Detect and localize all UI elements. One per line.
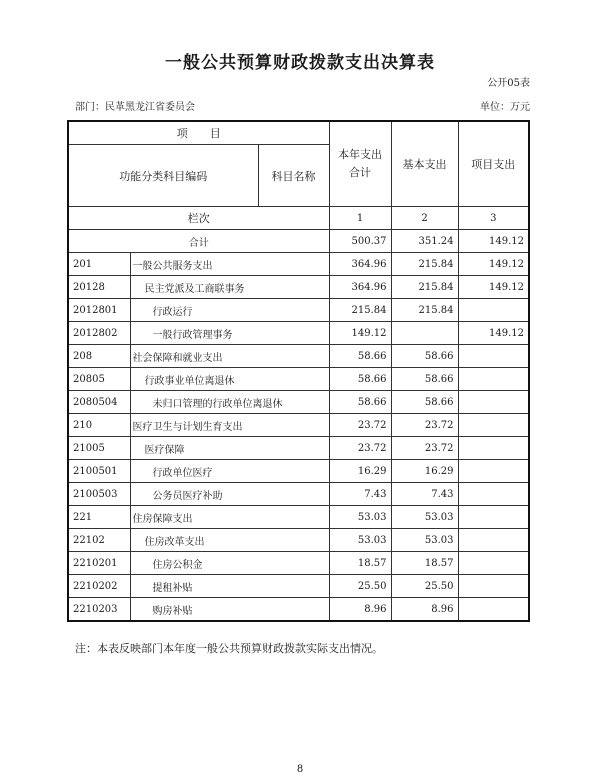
table-row [68, 230, 529, 253]
total-value: 58.66 [329, 345, 391, 368]
total-value: 364.96 [329, 276, 391, 299]
subject-name: 住房公积金 [130, 552, 329, 575]
total-value: 8.96 [329, 598, 391, 622]
total-value: 18.57 [329, 552, 391, 575]
subject-name: 行政单位医疗 [130, 460, 329, 483]
basic-value: 215.84 [391, 299, 458, 322]
project-value [458, 368, 529, 391]
basic-value: 16.29 [391, 460, 458, 483]
subject-code: 20128 [68, 276, 130, 299]
table-row [68, 460, 529, 483]
table-row [68, 598, 529, 622]
table-row [68, 391, 529, 414]
project-value [458, 391, 529, 414]
subject-name: 行政事业单位离退休 [130, 368, 329, 391]
project-value: 149.12 [458, 322, 529, 345]
project-value [458, 506, 529, 529]
total-value: 23.72 [329, 437, 391, 460]
subject-name: 一般行政管理事务 [130, 322, 329, 345]
subject-name: 社会保障和就业支出 [130, 345, 329, 368]
table-code: 公开05表 [487, 78, 530, 89]
subject-code: 2210202 [68, 575, 130, 598]
project-value [458, 529, 529, 552]
expenditure-table [67, 120, 530, 622]
project-value: 149.12 [458, 253, 529, 276]
basic-value: 215.84 [391, 253, 458, 276]
table-row [68, 276, 529, 299]
subject-code: 208 [68, 345, 130, 368]
project-value: 149.12 [458, 276, 529, 299]
column-index: 2 [391, 207, 458, 230]
total-value: 25.50 [329, 575, 391, 598]
department-label: 部门：民革黑龙江省委员会 [75, 102, 195, 113]
unit-label: 单位：万元 [480, 102, 530, 113]
subject-name: 住房保障支出 [130, 506, 329, 529]
project-value [458, 345, 529, 368]
basic-value: 23.72 [391, 414, 458, 437]
header-basic: 基本支出 [391, 121, 458, 207]
subject-name: 公务员医疗补助 [130, 483, 329, 506]
table-row [68, 529, 529, 552]
subject-name: 医疗卫生与计划生育支出 [130, 414, 329, 437]
subject-code: 201 [68, 253, 130, 276]
table-row [68, 299, 529, 322]
subject-name: 民主党派及工商联事务 [130, 276, 329, 299]
basic-value: 18.57 [391, 552, 458, 575]
project-value: 149.12 [458, 230, 529, 253]
total-value: 53.03 [329, 506, 391, 529]
subject-code: 210 [68, 414, 130, 437]
basic-value: 23.72 [391, 437, 458, 460]
table-row [68, 552, 529, 575]
subject-code: 2012802 [68, 322, 130, 345]
subject-code: 21005 [68, 437, 130, 460]
table-row [68, 253, 529, 276]
subject-code: 221 [68, 506, 130, 529]
basic-value: 8.96 [391, 598, 458, 622]
basic-value: 58.66 [391, 368, 458, 391]
basic-value: 25.50 [391, 575, 458, 598]
basic-value: 58.66 [391, 391, 458, 414]
header-name: 科目名称 [258, 145, 329, 207]
subject-name: 住房改革支出 [130, 529, 329, 552]
project-value [458, 552, 529, 575]
table-row [68, 437, 529, 460]
table-row [68, 368, 529, 391]
total-value: 23.72 [329, 414, 391, 437]
project-value [458, 598, 529, 622]
header-project: 项目支出 [458, 121, 529, 207]
total-value: 16.29 [329, 460, 391, 483]
page-title: 一般公共预算财政拨款支出决算表 [165, 53, 435, 73]
column-index: 1 [329, 207, 391, 230]
table-row [68, 483, 529, 506]
total-value: 58.66 [329, 391, 391, 414]
basic-value: 215.84 [391, 276, 458, 299]
header-code: 功能分类科目编码 [68, 145, 258, 207]
header-item: 项 目 [68, 121, 329, 145]
footnote: 注：本表反映部门本年度一般公共预算财政拨款实际支出情况。 [75, 642, 383, 655]
subject-code: 2100503 [68, 483, 130, 506]
subject-code: 2100501 [68, 460, 130, 483]
total-value: 215.84 [329, 299, 391, 322]
subject-name: 提租补贴 [130, 575, 329, 598]
header-row-label: 栏次 [68, 207, 329, 230]
subject-code: 2210201 [68, 552, 130, 575]
table-row [68, 322, 529, 345]
subject-code: 2012801 [68, 299, 130, 322]
basic-value: 7.43 [391, 483, 458, 506]
subject-code: 2210203 [68, 598, 130, 622]
page-number: 8 [296, 764, 304, 775]
table-row [68, 345, 529, 368]
subject-name: 购房补贴 [130, 598, 329, 622]
subject-name: 一般公共服务支出 [130, 253, 329, 276]
project-value [458, 414, 529, 437]
total-value: 7.43 [329, 483, 391, 506]
column-index: 3 [458, 207, 529, 230]
project-value [458, 575, 529, 598]
project-value [458, 460, 529, 483]
basic-value: 351.24 [391, 230, 458, 253]
total-value: 58.66 [329, 368, 391, 391]
project-value [458, 437, 529, 460]
subject-code: 20805 [68, 368, 130, 391]
project-value [458, 483, 529, 506]
total-label: 合计 [68, 230, 329, 253]
basic-value: 53.03 [391, 506, 458, 529]
table-row [68, 414, 529, 437]
total-value: 53.03 [329, 529, 391, 552]
subject-code: 2080504 [68, 391, 130, 414]
subject-code: 22102 [68, 529, 130, 552]
subject-name: 医疗保障 [130, 437, 329, 460]
subject-name: 行政运行 [130, 299, 329, 322]
subject-name: 未归口管理的行政单位离退休 [130, 391, 329, 414]
table-row [68, 575, 529, 598]
header-total: 本年支出合计 [329, 121, 391, 207]
table-row [68, 506, 529, 529]
total-value: 149.12 [329, 322, 391, 345]
basic-value: 58.66 [391, 345, 458, 368]
basic-value: 53.03 [391, 529, 458, 552]
basic-value [391, 322, 458, 345]
total-value: 500.37 [329, 230, 391, 253]
total-value: 364.96 [329, 253, 391, 276]
project-value [458, 299, 529, 322]
